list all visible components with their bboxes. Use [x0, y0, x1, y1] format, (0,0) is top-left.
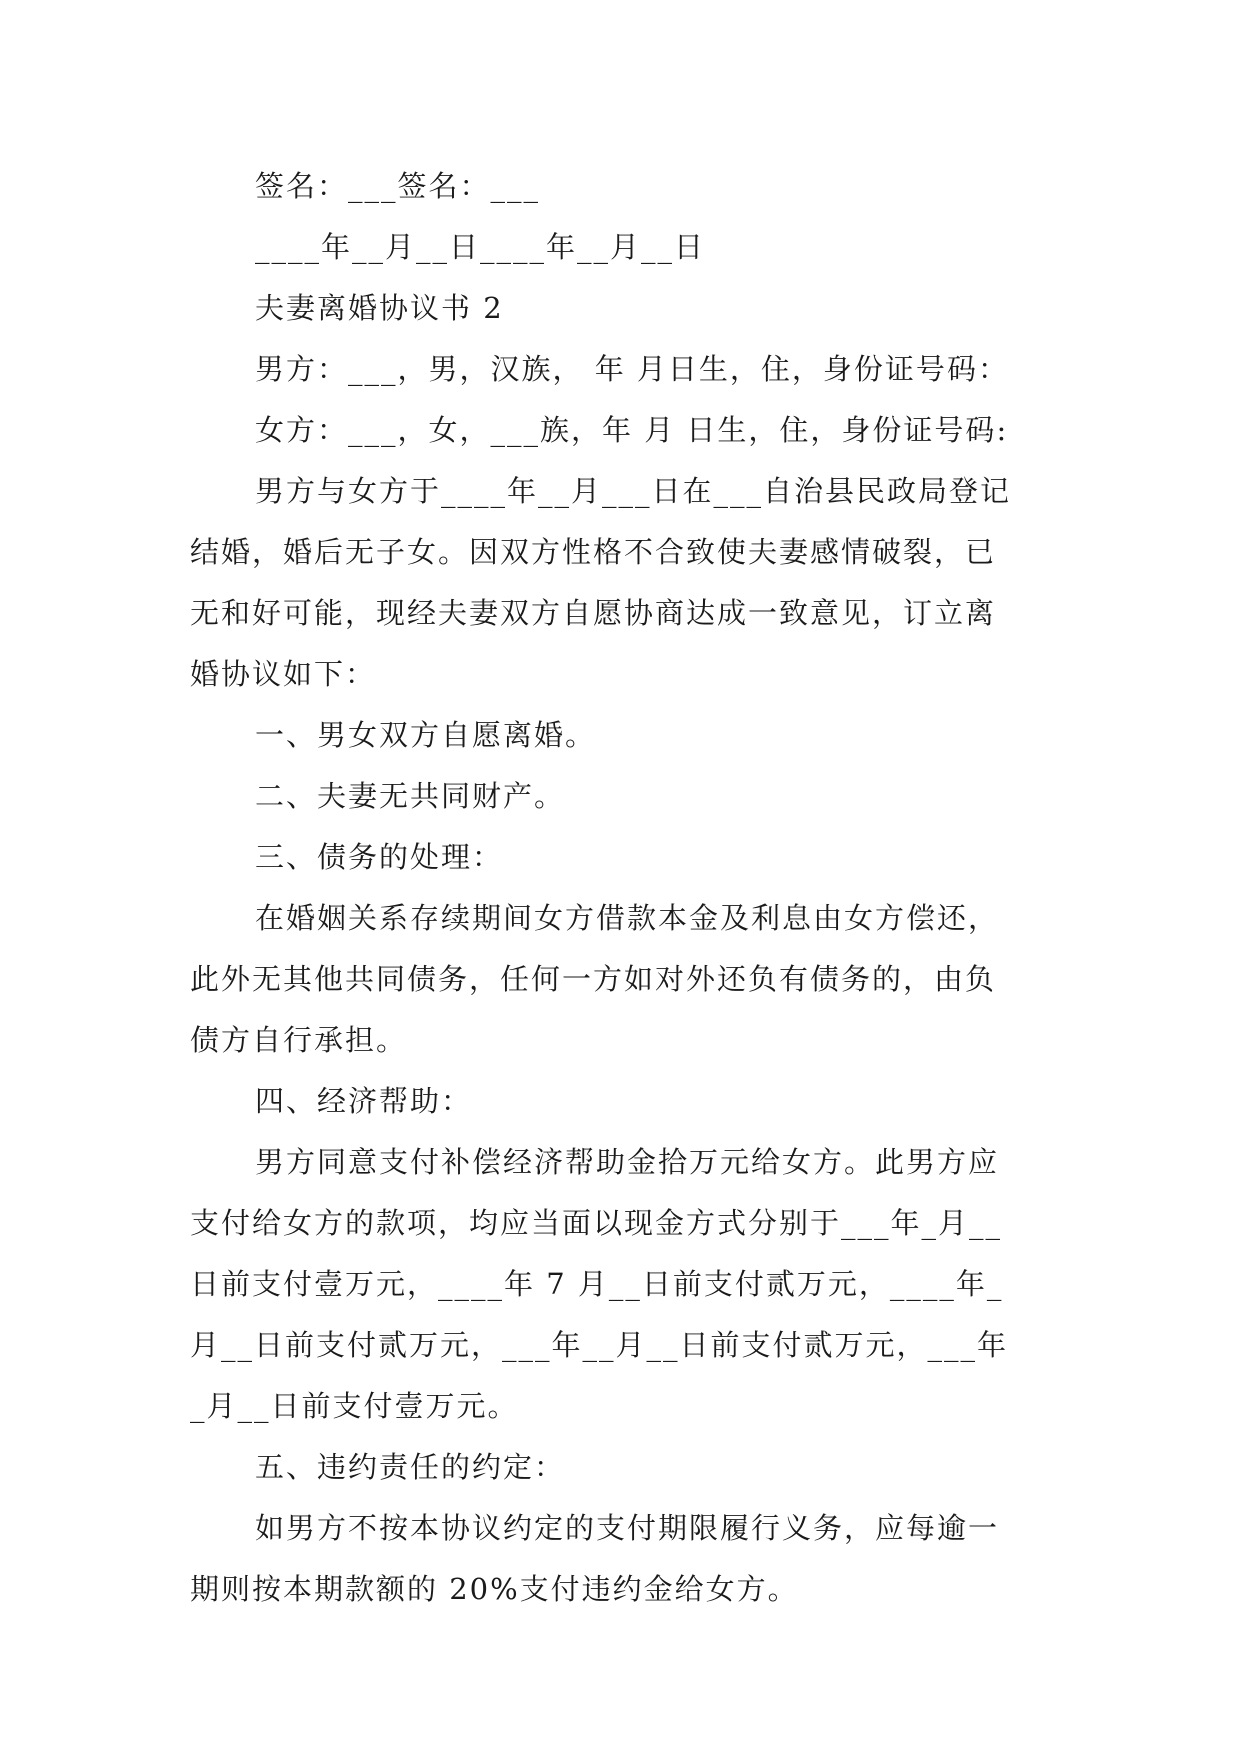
paragraph-line: 此外无其他共同债务，任何一方如对外还负有债务的，由负 — [190, 962, 997, 996]
clause-heading: 三、债务的处理： — [255, 840, 504, 874]
paragraph-line: 男方同意支付补偿经济帮助金拾万元给女方。此男方应 — [255, 1145, 1000, 1179]
signature-line: 签名：___签名：___ — [255, 169, 541, 203]
paragraph-line: 如男方不按本协议约定的支付期限履行义务，应每逾一 — [255, 1511, 1000, 1545]
paragraph-line: 结婚，婚后无子女。因双方性格不合致使夫妻感情破裂，已 — [190, 535, 997, 569]
paragraph-line: 期则按本期款额的 20%支付违约金给女方。 — [190, 1572, 799, 1606]
clause-heading: 一、男女双方自愿离婚。 — [255, 718, 597, 752]
date-line: ____年__月__日____年__月__日 — [255, 230, 706, 264]
clause-heading: 二、夫妻无共同财产。 — [255, 779, 566, 813]
paragraph-line: 债方自行承担。 — [190, 1023, 408, 1057]
document-title: 夫妻离婚协议书 2 — [255, 291, 504, 325]
paragraph-line: 日前支付壹万元，____年 7 月__日前支付贰万元，____年_ — [190, 1267, 1004, 1301]
paragraph-line: _月__日前支付壹万元。 — [190, 1389, 519, 1423]
paragraph-line: 男方与女方于____年__月___日在___自治县民政局登记 — [255, 474, 1012, 508]
paragraph-line: 支付给女方的款项，均应当面以现金方式分别于___年_月__ — [190, 1206, 1003, 1240]
paragraph-line: 月__日前支付贰万元，___年__月__日前支付贰万元，___年 — [190, 1328, 1009, 1362]
female-party-line: 女方：___，女，___族，年 月 日生，住，身份证号码: — [255, 413, 1009, 447]
paragraph-line: 在婚姻关系存续期间女方借款本金及利息由女方偿还， — [255, 901, 1000, 935]
clause-heading: 四、经济帮助： — [255, 1084, 473, 1118]
male-party-line: 男方：___，男，汉族， 年 月日生，住，身份证号码： — [255, 352, 1009, 386]
paragraph-line: 婚协议如下： — [190, 657, 377, 691]
clause-heading: 五、违约责任的约定： — [255, 1450, 566, 1484]
paragraph-line: 无和好可能，现经夫妻双方自愿协商达成一致意见，订立离 — [190, 596, 997, 630]
